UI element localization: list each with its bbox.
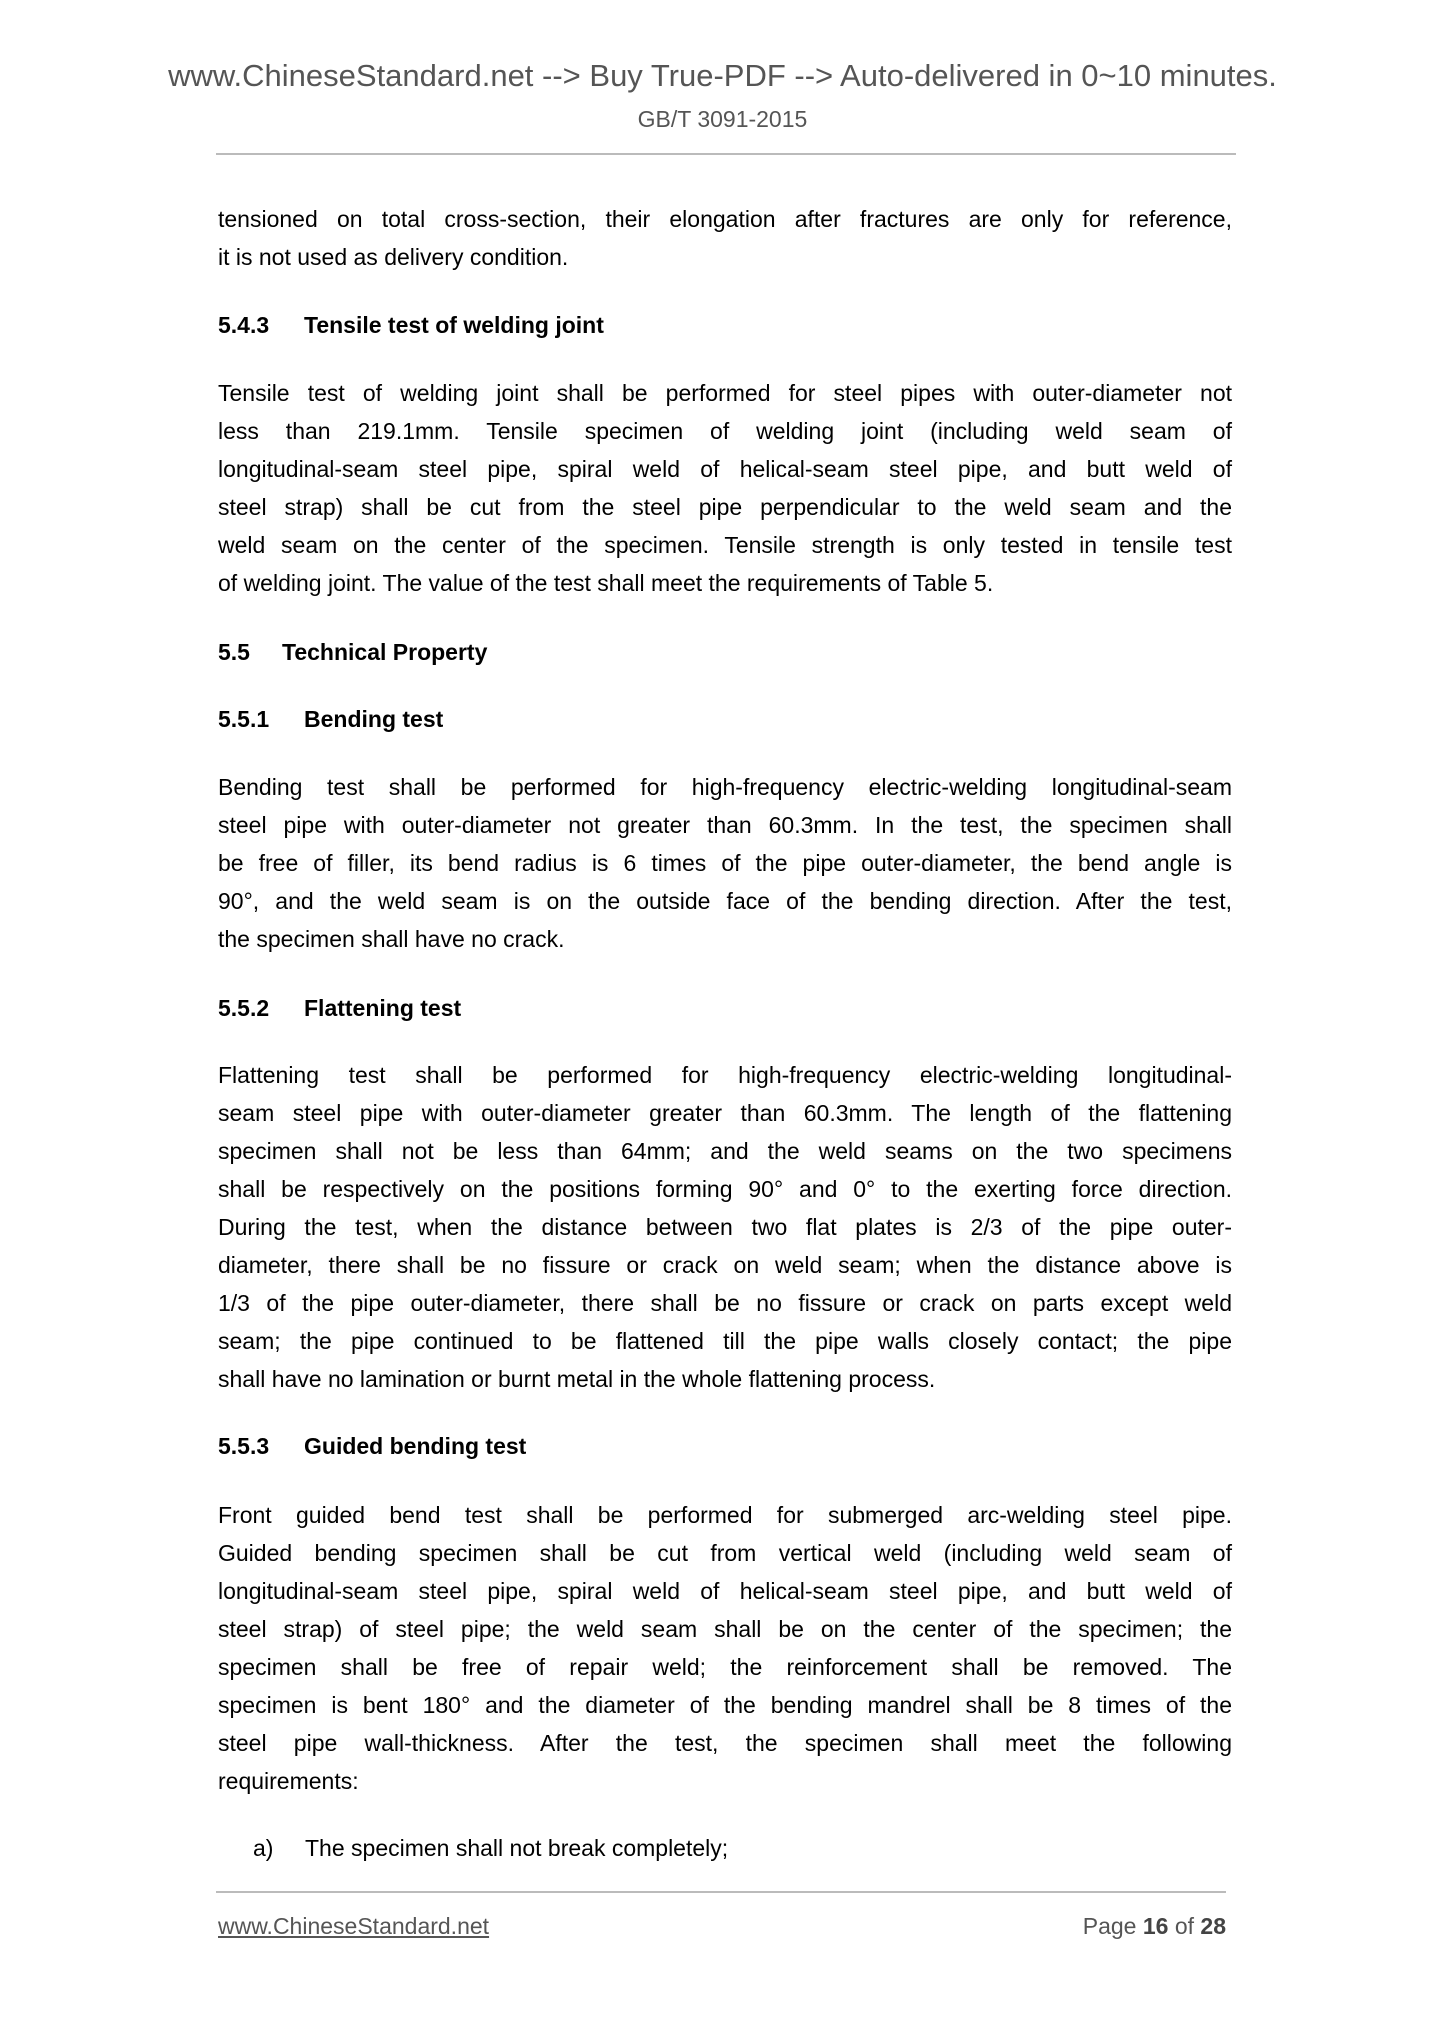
total-pages: 28 <box>1200 1913 1226 1939</box>
section-heading-5-5-2 <box>218 989 1232 1027</box>
text-line: requirements: <box>218 1768 359 1794</box>
of-word: of <box>1174 1913 1195 1939</box>
text-line: shall be respectively on the positions forming 90° and 0° to the exerting force direction. <box>218 1176 1232 1202</box>
current-page: 16 <box>1142 1913 1169 1939</box>
section-number: 5.5 <box>218 639 250 665</box>
text-line: of welding joint. The value of the test shall meet the requirements of Table 5. <box>218 570 994 596</box>
footer-website-link[interactable]: www.ChineseStandard.net <box>218 1913 490 1939</box>
text-line: diameter, there shall be no fissure or crack on weld seam; when the distance above is <box>218 1252 1232 1278</box>
text-line: shall have no lamination or burnt metal in the whole flattening process. <box>218 1366 936 1392</box>
text-line: During the test, when the distance between two flat plates is 2/3 of the pipe outer- <box>218 1214 1232 1240</box>
section-heading-5-5-3 <box>218 1427 1232 1465</box>
footer-divider <box>216 1891 1226 1893</box>
page-word: Page <box>1082 1913 1137 1939</box>
text-line: specimen is bent 180° and the diameter of the bending mandrel shall be 8 times of the <box>218 1692 1232 1718</box>
paragraph-5-5-3 <box>218 1496 1232 1800</box>
section-title: Guided bending test <box>304 1433 527 1459</box>
header-divider <box>216 153 1236 155</box>
page-indicator <box>1054 1913 1226 1940</box>
text-line: steel pipe with outer-diameter not greater than 60.3mm. In the test, the specimen shall <box>218 812 1232 838</box>
text-line: less than 219.1mm. Tensile specimen of welding joint (including weld seam of <box>218 418 1232 444</box>
paragraph-5-4-3 <box>218 374 1232 602</box>
section-number: 5.5.1 <box>218 706 270 732</box>
section-title: Flattening test <box>304 995 462 1021</box>
text-line: Front guided bend test shall be performed for submerged arc-welding steel pipe. <box>218 1502 1232 1528</box>
header-banner: www.ChineseStandard.net --> Buy True-PDF --> Auto-delivered in 0~10 minutes. <box>168 58 1277 93</box>
section-number: 5.5.3 <box>218 1433 270 1459</box>
paragraph-5-5-1 <box>218 768 1232 958</box>
section-title: Bending test <box>304 706 444 732</box>
section-heading-5-5-1 <box>218 700 1232 738</box>
text-line: specimen shall be free of repair weld; the reinforcement shall be removed. The <box>218 1654 1232 1680</box>
section-number: 5.4.3 <box>218 312 270 338</box>
text-line: it is not used as delivery condition. <box>218 244 569 270</box>
paragraph-5-5-2 <box>218 1056 1232 1398</box>
text-line: weld seam on the center of the specimen. Tensile strength is only tested in tensile test <box>218 532 1232 558</box>
text-line: steel pipe wall-thickness. After the test, the specimen shall meet the following <box>218 1730 1232 1756</box>
text-line: be free of filler, its bend radius is 6 times of the pipe outer-diameter, the bend angle is <box>218 850 1232 876</box>
text-line: Bending test shall be performed for high-frequency electric-welding longitudinal-seam <box>218 774 1232 800</box>
text-line: longitudinal-seam steel pipe, spiral weld of helical-seam steel pipe, and butt weld of <box>218 1578 1232 1604</box>
text-line: steel strap) shall be cut from the steel pipe perpendicular to the weld seam and the <box>218 494 1232 520</box>
text-line: Flattening test shall be performed for high-frequency electric-welding longitudinal- <box>218 1062 1232 1088</box>
text-line: longitudinal-seam steel pipe, spiral weld of helical-seam steel pipe, and butt weld of <box>218 456 1232 482</box>
document-id: GB/T 3091-2015 <box>637 106 808 132</box>
text-line: tensioned on total cross-section, their elongation after fractures are only for reference, <box>218 206 1232 232</box>
text-line: seam; the pipe continued to be flattened till the pipe walls closely contact; the pipe <box>218 1328 1232 1354</box>
section-heading-5-4-3 <box>218 306 1232 344</box>
text-line: Tensile test of welding joint shall be performed for steel pipes with outer-diameter not <box>218 380 1232 406</box>
text-line: 90°, and the weld seam is on the outside face of the bending direction. After the test, <box>218 888 1232 914</box>
text-line: Guided bending specimen shall be cut from vertical weld (including weld seam of <box>218 1540 1232 1566</box>
text-line: seam steel pipe with outer-diameter greater than 60.3mm. The length of the flattening <box>218 1100 1232 1126</box>
section-title: Technical Property <box>282 639 488 665</box>
list-label: a) <box>253 1835 274 1861</box>
text-line: the specimen shall have no crack. <box>218 926 565 952</box>
section-heading-5-5 <box>218 633 1232 671</box>
list-text: The specimen shall not break completely; <box>305 1835 729 1861</box>
list-item-a <box>253 1829 728 1867</box>
section-number: 5.5.2 <box>218 995 270 1021</box>
section-title: Tensile test of welding joint <box>304 312 604 338</box>
text-line: specimen shall not be less than 64mm; and the weld seams on the two specimens <box>218 1138 1232 1164</box>
text-line: 1/3 of the pipe outer-diameter, there shall be no fissure or crack on parts except weld <box>218 1290 1232 1316</box>
text-line: steel strap) of steel pipe; the weld seam shall be on the center of the specimen; the <box>218 1616 1232 1642</box>
paragraph-continued <box>218 200 1232 276</box>
